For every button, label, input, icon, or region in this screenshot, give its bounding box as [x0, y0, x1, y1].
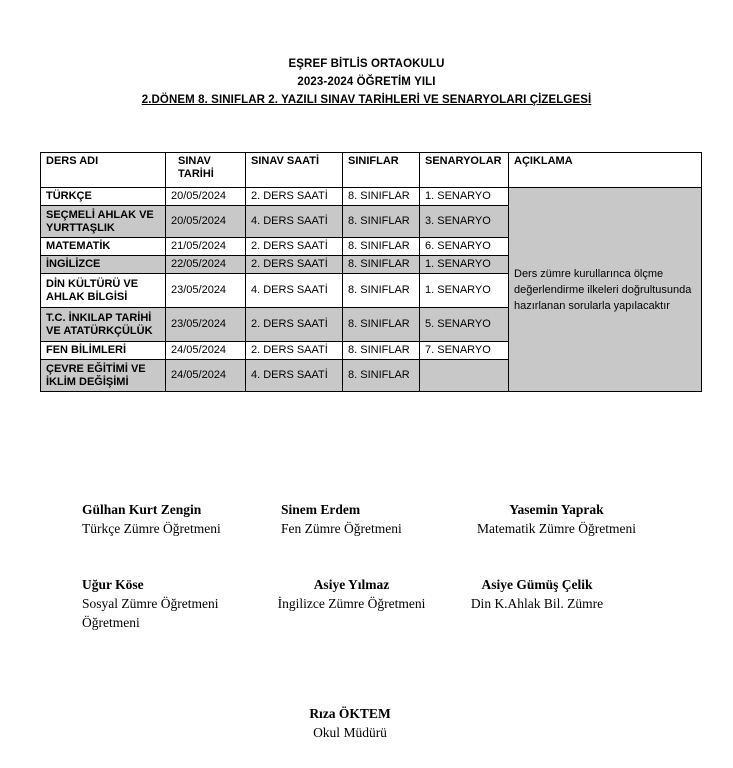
cell-senaryo: 7. SENARYO — [420, 342, 509, 360]
cell-senaryo: 3. SENARYO — [420, 206, 509, 238]
header-ders: DERS ADI — [41, 153, 166, 188]
signature-role: Sosyal Zümre Öğretmeni — [82, 596, 219, 611]
signature-name: Asiye Gümüş Çelik — [481, 577, 593, 592]
signature-name: Rıza ÖKTEM — [309, 706, 391, 721]
cell-senaryo: 1. SENARYO — [420, 256, 509, 274]
cell-ders: ÇEVRE EĞİTİMİ VE İKLİM DEĞİŞİMİ — [41, 360, 166, 392]
header-sinif: SINIFLAR — [343, 153, 420, 188]
cell-ders: TÜRKÇE — [41, 188, 166, 206]
signature-name: Yasemin Yaprak — [509, 502, 604, 517]
signature-principal — [290, 704, 410, 742]
header-tarih: SINAV TARİHİ — [166, 153, 246, 188]
header-saat: SINAV SAATİ — [246, 153, 343, 188]
cell-ders: SEÇMELİ AHLAK VE YURTTAŞLIK — [41, 206, 166, 238]
cell-sinif: 8. SINIFLAR — [343, 256, 420, 274]
cell-sinif: 8. SINIFLAR — [343, 206, 420, 238]
cell-tarih: 24/05/2024 — [166, 342, 246, 360]
cell-tarih: 23/05/2024 — [166, 308, 246, 342]
signature-matematik — [469, 500, 644, 538]
cell-senaryo: 5. SENARYO — [420, 308, 509, 342]
cell-ders: İNGİLİZCE — [41, 256, 166, 274]
cell-tarih: 24/05/2024 — [166, 360, 246, 392]
cell-sinif: 8. SINIFLAR — [343, 274, 420, 308]
cell-tarih: 21/05/2024 — [166, 238, 246, 256]
cell-saat: 2. DERS SAATİ — [246, 256, 343, 274]
signature-role: Matematik Zümre Öğretmeni — [477, 521, 636, 536]
signature-ingilizce — [270, 575, 433, 613]
signature-sosyal — [82, 575, 218, 632]
document-subtitle: 2.DÖNEM 8. SINIFLAR 2. YAZILI SINAV TARİHLERİ VE SENARYOLARI ÇİZELGESİ — [141, 94, 592, 106]
cell-senaryo: 6. SENARYO — [420, 238, 509, 256]
school-name: EŞREF BİTLİS ORTAOKULU — [288, 58, 445, 70]
signature-role-continued: Öğretmeni — [82, 615, 140, 630]
signature-name: Gülhan Kurt Zengin — [82, 502, 202, 517]
cell-saat: 2. DERS SAATİ — [246, 188, 343, 206]
header-aciklama: AÇIKLAMA — [509, 153, 702, 188]
document-header — [0, 55, 733, 109]
signature-name: Uğur Köse — [82, 577, 144, 592]
cell-senaryo: 1. SENARYO — [420, 188, 509, 206]
cell-saat: 4. DERS SAATİ — [246, 274, 343, 308]
cell-sinif: 8. SINIFLAR — [343, 188, 420, 206]
signature-din — [462, 575, 612, 613]
header-senaryo: SENARYOLAR — [420, 153, 509, 188]
cell-tarih: 23/05/2024 — [166, 274, 246, 308]
cell-ders: FEN BİLİMLERİ — [41, 342, 166, 360]
cell-sinif: 8. SINIFLAR — [343, 308, 420, 342]
signature-fen — [281, 500, 402, 538]
cell-saat: 4. DERS SAATİ — [246, 206, 343, 238]
cell-saat: 4. DERS SAATİ — [246, 360, 343, 392]
cell-tarih: 22/05/2024 — [166, 256, 246, 274]
signature-name: Sinem Erdem — [281, 502, 361, 517]
cell-ders: T.C. İNKILAP TARİHİ VE ATATÜRKÇÜLÜK — [41, 308, 166, 342]
cell-saat: 2. DERS SAATİ — [246, 342, 343, 360]
table-header-row — [41, 153, 702, 188]
cell-ders: DİN KÜLTÜRÜ VE AHLAK BİLGİSİ — [41, 274, 166, 308]
exam-schedule-table — [40, 152, 702, 392]
cell-tarih: 20/05/2024 — [166, 188, 246, 206]
cell-sinif: 8. SINIFLAR — [343, 342, 420, 360]
cell-sinif: 8. SINIFLAR — [343, 360, 420, 392]
academic-year: 2023-2024 ÖĞRETİM YILI — [297, 76, 436, 88]
cell-aciklama: Ders zümre kurullarınca ölçme değerlendirme ilkeleri doğrultusunda hazırlanan sorularla yapılacaktır — [509, 188, 702, 392]
signature-role: Din K.Ahlak Bil. Zümre — [470, 596, 604, 611]
signature-name: Asiye Yılmaz — [313, 577, 390, 592]
signature-role: Fen Zümre Öğretmeni — [281, 521, 402, 536]
cell-ders: MATEMATİK — [41, 238, 166, 256]
cell-senaryo — [420, 360, 509, 392]
table-row — [41, 188, 702, 206]
cell-saat: 2. DERS SAATİ — [246, 238, 343, 256]
cell-senaryo: 1. SENARYO — [420, 274, 509, 308]
cell-sinif: 8. SINIFLAR — [343, 238, 420, 256]
cell-tarih: 20/05/2024 — [166, 206, 246, 238]
cell-saat: 2. DERS SAATİ — [246, 308, 343, 342]
signature-role: Okul Müdürü — [313, 725, 387, 740]
signature-turkce — [82, 500, 221, 538]
signature-role: Türkçe Zümre Öğretmeni — [82, 521, 221, 536]
signature-role: İngilizce Zümre Öğretmeni — [277, 596, 426, 611]
